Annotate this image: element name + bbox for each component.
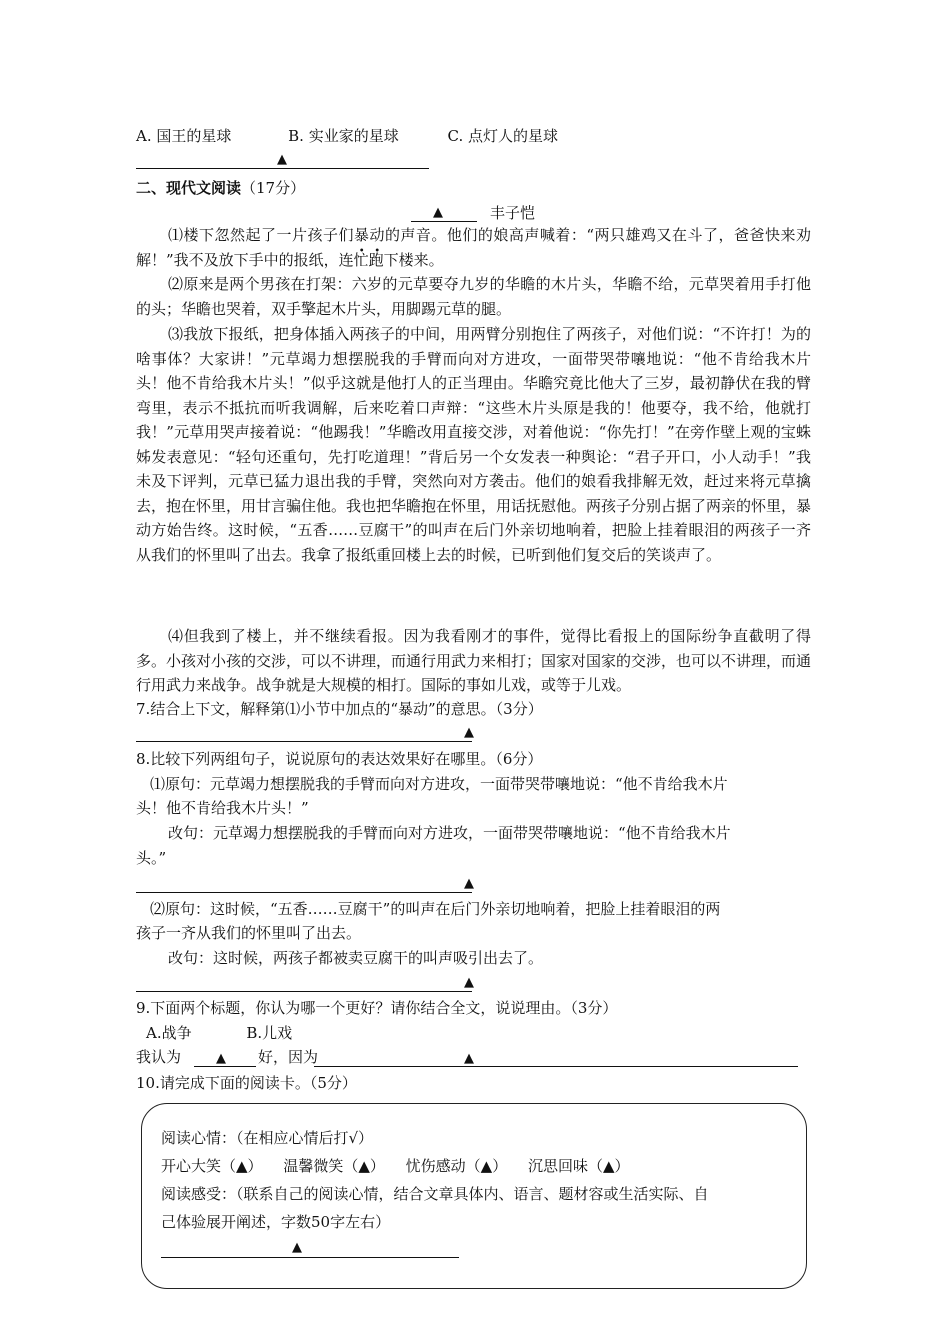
q9-mark-a: ▲	[216, 1051, 226, 1066]
section-heading	[136, 178, 305, 198]
question-8: 8.比较下列两组句子，说说原句的表达效果好在哪里。（6分）	[136, 750, 543, 768]
feeling-prompt-a: 阅读感受：（联系自己的阅读心情，结合文章具体内、语言、题材容或生活实际、自	[161, 1185, 709, 1203]
option-a: A. 国王的星球	[136, 127, 232, 145]
mood-sad: 忧伤感动（▲）	[405, 1157, 508, 1175]
answer-line	[136, 168, 429, 169]
q9-blank-b	[314, 1066, 798, 1067]
q8-answer-line-2	[136, 991, 472, 992]
q8-s1-revised-b: 头。”	[136, 849, 167, 867]
paragraph-2: ⑵原来是两个男孩在打架：六岁的元草要夺九岁的华瞻的木片头，华瞻不给，元草哭着用手打他的头；华瞻也哭着，双手擎起木片头，用脚踢元草的腿。	[136, 275, 811, 318]
q8-s1-revised-a: 改句：元草竭力想摆脱我的手臂而向对方进攻，一面带哭带嚷地说：“他不肯给我木片	[168, 824, 731, 842]
q7-answer-line	[136, 741, 472, 742]
section-title: 二、现代文阅读	[136, 179, 242, 197]
paragraph-4: ⑷但我到了楼上，并不继续看报。因为我看刚才的事件，觉得比看报上的国际纷争直截明了得多。小孩对小孩的交涉，可以不讲理，而通行用武力来相打；国家对国家的交涉，也可以不讲理，而通行用武力来战争。战争就是大规模的相打。国际的事如儿戏，或等于儿戏。	[136, 627, 812, 694]
q9-answer-pre: 我认为	[136, 1048, 182, 1066]
q8-answer-mark-1: ▲	[464, 876, 474, 891]
mood-label: 阅读心情：（在相应心情后打√）	[161, 1129, 374, 1147]
reading-card	[141, 1103, 807, 1289]
q6-options	[136, 126, 558, 146]
feeling-prompt-b: 己体验展开阐述，字数50字左右）	[161, 1213, 391, 1231]
card-answer-line	[161, 1257, 459, 1258]
q8-answer-line-1	[136, 892, 472, 893]
option-c: C. 点灯人的星球	[447, 127, 558, 145]
q7-answer-mark: ▲	[464, 725, 474, 740]
q9-option-b: B.儿戏	[246, 1024, 293, 1042]
mood-laugh: 开心大笑（▲）	[161, 1157, 263, 1175]
question-10: 10.请完成下面的阅读卡。（5分）	[136, 1074, 357, 1092]
q8-s2-original-a: ⑵原句：这时候，“五香……豆腐干”的叫声在后门外亲切地响着，把脸上挂着眼泪的两	[150, 900, 721, 918]
q9-option-a: A.战争	[146, 1024, 192, 1042]
q8-s2-revised: 改句：这时候，两孩子都被卖豆腐干的叫声吸引出去了。	[168, 949, 544, 967]
emphasis-char: 暴	[353, 226, 370, 244]
answer-mark: ▲	[277, 152, 287, 167]
question-7: 7.结合上下文，解释第⑴小节中加点的“暴动”的意思。（3分）	[136, 700, 543, 718]
card-answer-mark: ▲	[292, 1240, 302, 1255]
option-b: B. 实业家的星球	[288, 127, 399, 145]
paragraph-3: ⑶我放下报纸，把身体插入两孩子的中间，用两臂分别抱住了两孩子，对他们说：“不许打！为的啥事体？大家讲！”元草竭力想摆脱我的手臂而向对方进攻，一面带哭带嚷地说：“他不肯给我木片头！他不肯给我木片头！”似乎这就是他打人的正当理由。华瞻究竟比他大了三岁，最初静伏在我的臂弯里，表示不抵抗而听我调解，后来吃着口声辩：“这些木片头原是我的！他要夺，我不给，他就打我！”元草用哭声接着说：“他踢我！”华瞻改用直接交涉，对着他说：“你先打！”在旁作壁上观的宝蛛姊发表意见：“轻句还重句，先打吃道理！”背后另一个女发表一种舆论：“君子开口，小人动手！”我未及下评判，元草已猛力退出我的手臂，突然向对方袭击。他们的娘看我排解无效，赶过来将元草擒去，抱在怀里，用甘言骗住他。我也把华瞻抱在怀里，用话抚慰他。两孩子分别占据了两亲的怀里，暴动方始告终。这时候，“五香……豆腐干”的叫声在后门外亲切地响着，把脸上挂着眼泪的两孩子一齐从我们的怀里叫了出去。我拿了报纸重回楼上去的时候，已听到他们复交后的笑谈声了。	[136, 325, 812, 564]
title-blank-line	[411, 221, 477, 222]
q8-s2-original-b: 孩子一齐从我们的怀里叫了出去。	[136, 924, 362, 942]
q9-options	[146, 1023, 292, 1043]
q8-answer-mark-2: ▲	[464, 975, 474, 990]
section-score: （17分）	[241, 179, 306, 197]
title-blank-mark: ▲	[433, 205, 443, 220]
paragraph-1: ⑴楼下忽然起了一片孩子们暴动的声音。他们的娘高声喊着：“两只雄鸡又在斗了，爸爸快来劝解！”我不及放下手中的报纸，连忙跑下楼来。	[136, 226, 811, 269]
mood-ponder: 沉思回味（▲）	[527, 1157, 630, 1175]
q9-mark-b: ▲	[464, 1051, 474, 1066]
question-9: 9.下面两个标题，你认为哪一个更好？请你结合全文，说说理由。（3分）	[136, 999, 618, 1017]
mood-smile: 温馨微笑（▲）	[283, 1157, 385, 1175]
article-author: 丰子恺	[490, 204, 536, 222]
q9-answer-mid: 好，因为	[258, 1048, 319, 1066]
q8-s1-original-b: 头！他不肯给我木片头！”	[136, 799, 309, 817]
mood-options	[161, 1156, 630, 1176]
q8-s1-original-a: ⑴原句：元草竭力想摆脱我的手臂而向对方进攻，一面带哭带嚷地说：“他不肯给我木片	[150, 775, 728, 793]
emphasis-char: 动	[369, 226, 385, 244]
